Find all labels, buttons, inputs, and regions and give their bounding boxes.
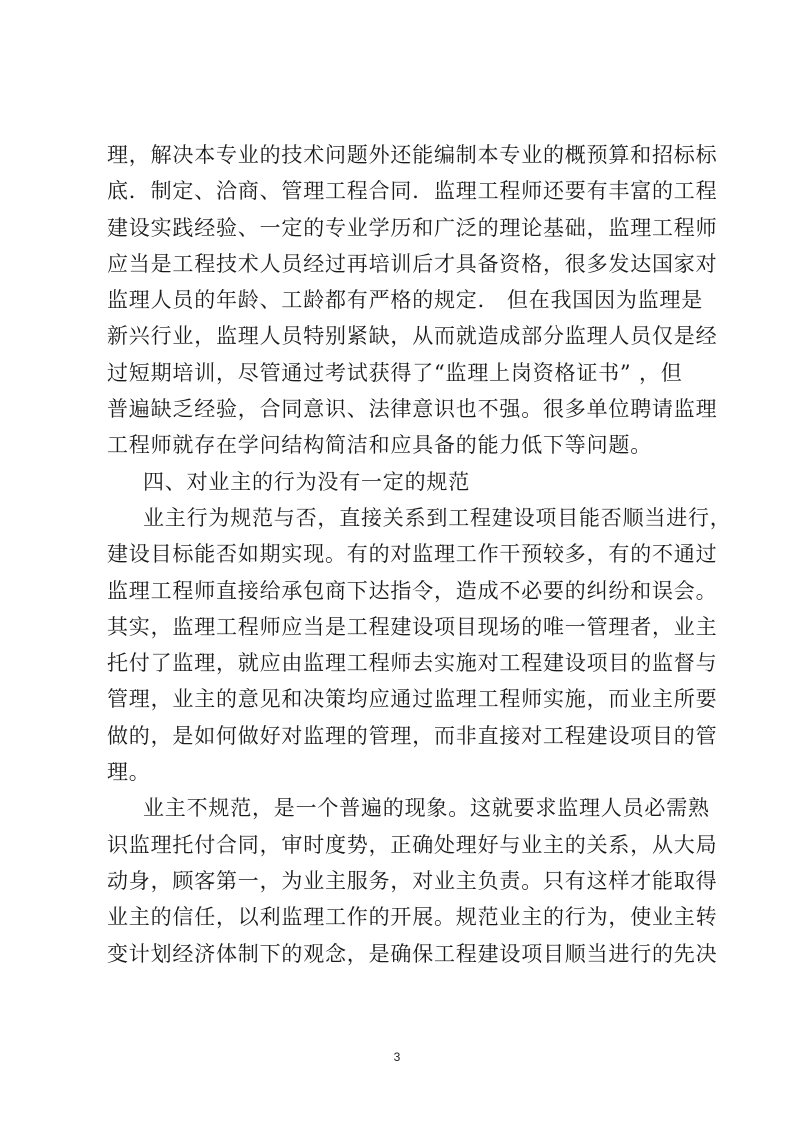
text-line: 业主不规范，是一个普遍的现象。这就要求监理人员必需熟 bbox=[143, 796, 710, 821]
text-line: 监理人员的年龄、工龄都有严格的规定． 但在我国因为监理是 bbox=[107, 288, 704, 313]
page-number: 3 bbox=[393, 1050, 401, 1064]
text-line: 新兴行业，监理人员特别紧缺，从而就造成部分监理人员仅是经 bbox=[107, 324, 718, 349]
text-line: 建设目标能否如期实现。有的对监理工作干预较多，有的不通过 bbox=[107, 542, 718, 567]
text-line: 理。 bbox=[107, 760, 151, 785]
body-text bbox=[107, 137, 732, 972]
text-line: 工程师就存在学问结构简洁和应具备的能力低下等问题。 bbox=[107, 433, 652, 458]
text-line: 业主行为规范与否，直接关系到工程建设项目能否顺当进行， bbox=[143, 505, 732, 530]
text-line: 业主的信任，以利监理工作的开展。规范业主的行为，使业主转 bbox=[107, 905, 718, 930]
text-line: 过短期培训，尽管通过考试获得了“监理上岗资格证书” ，但 bbox=[107, 360, 683, 385]
text-line: 托付了监理，就应由监理工程师去实施对工程建设项目的监督与 bbox=[107, 651, 718, 676]
text-line: 识监理托付合同，审时度势，正确处理好与业主的关系，从大局 bbox=[107, 832, 718, 857]
text-line: 普遍缺乏经验，合同意识、法律意识也不强。很多单位聘请监理 bbox=[107, 397, 718, 422]
text-line: 动身，顾客第一，为业主服务，对业主负责。只有这样才能取得 bbox=[107, 868, 718, 893]
section-heading: 四、对业主的行为没有一定的规范 bbox=[143, 469, 470, 494]
text-line: 管理，业主的意见和决策均应通过监理工程师实施，而业主所要 bbox=[107, 687, 718, 712]
text-line: 建设实践经验、一定的专业学历和广泛的理论基础，监理工程师 bbox=[107, 215, 718, 240]
text-line: 做的，是如何做好对监理的管理，而非直接对工程建设项目的管 bbox=[107, 723, 718, 748]
text-line: 其实，监理工程师应当是工程建设项目现场的唯一管理者，业主 bbox=[107, 614, 718, 639]
text-line: 底．制定、洽商、管理工程合同．监理工程师还要有丰富的工程 bbox=[107, 179, 718, 204]
text-line: 监理工程师直接给承包商下达指令，造成不必要的纠纷和误会。 bbox=[107, 578, 718, 603]
text-line: 变计划经济体制下的观念，是确保工程建设项目顺当进行的先决 bbox=[107, 941, 718, 966]
text-line: 应当是工程技术人员经过再培训后才具备资格，很多发达国家对 bbox=[107, 251, 718, 276]
text-line: 理，解决本专业的技术问题外还能编制本专业的概预算和招标标 bbox=[107, 143, 718, 167]
